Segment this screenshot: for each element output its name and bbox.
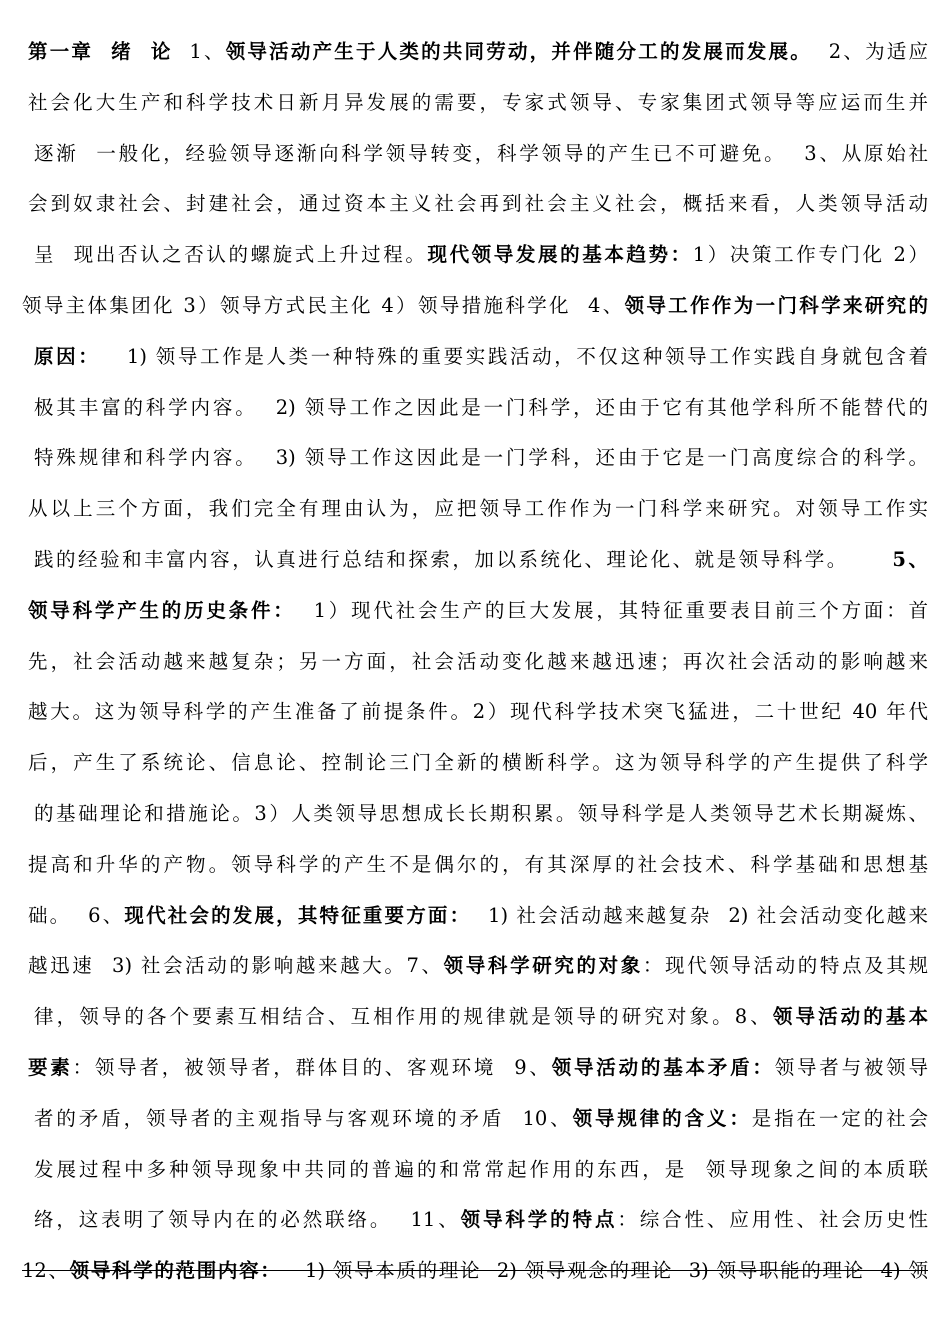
body-text: 1) 社会活动越来越复杂 2) 社会活动变化越来 xyxy=(471,903,928,927)
body-text: 1）现代社会生产的巨大发展，其特征重要表目前三个方面：首 xyxy=(295,598,928,622)
text-line-23 xyxy=(22,1150,928,1190)
body-text: 1、 xyxy=(172,40,226,63)
text-line-10 xyxy=(22,489,928,529)
text-line-9 xyxy=(22,438,928,478)
body-text: 呈 现出否认之否认的螺旋式上升过程。 xyxy=(34,243,428,267)
bottom-rule xyxy=(22,1270,928,1271)
bold-heading-text: 领导规律的含义： xyxy=(572,1106,752,1130)
text-line-25 xyxy=(22,1251,928,1291)
body-text: 2、为适应 xyxy=(811,40,928,63)
body-text: 会到奴隶社会、封建社会，通过资本主义社会再到社会主义社会，概括来看，人类领导活动 xyxy=(28,192,928,216)
body-text: 律，领导的各个要素互相结合、互相作用的规律就是领导的研究对象。8、 xyxy=(34,1005,773,1029)
body-text: 践的经验和丰富内容，认真进行总结和探索，加以系统化、理论化、就是领导科学。 xyxy=(34,548,893,571)
body-text: ：领导者，被领导者，群体目的、客观环境 9、 xyxy=(72,1056,552,1079)
body-text: 提高和升华的产物。领导科学的产生不是偶尔的，有其深厚的社会技术、科学基础和思想基 xyxy=(28,852,928,876)
text-line-7 xyxy=(22,337,928,377)
body-text: 特殊规律和科学内容。 3) 领导工作这因此是一门学科，还由于它是一门高度综合的科学。 xyxy=(34,446,928,470)
text-line-5 xyxy=(22,235,928,275)
text-line-3 xyxy=(22,134,928,174)
bold-heading-text: 要素 xyxy=(28,1056,73,1079)
body-text: 领导主体集团化 3）领导方式民主化 4）领导措施科学化 4、 xyxy=(22,294,625,317)
body-text: 1) 领导工作是人类一种特殊的重要实践活动，不仅这种领导工作实践自身就包含着 xyxy=(100,344,928,368)
bold-heading-text: 领导活动产生于人类的共同劳动，并伴随分工的发展而发展。 xyxy=(225,40,812,63)
text-line-2 xyxy=(22,83,928,123)
body-text: 是指在一定的社会 xyxy=(751,1106,928,1130)
text-line-13 xyxy=(22,642,928,682)
bold-heading-text: 领导科学的特点 xyxy=(460,1208,618,1232)
body-text: ：综合性、应用性、社会历史性 xyxy=(617,1208,928,1232)
text-line-20 xyxy=(22,997,928,1037)
body-text: 1）决策工作专门化 2） xyxy=(692,243,928,267)
bold-heading-text: 第一章 绪 论 xyxy=(28,40,173,63)
body-text: 础。 6、 xyxy=(28,903,125,927)
bold-heading-text: 领导科学研究的对象 xyxy=(443,954,643,978)
text-line-11 xyxy=(22,540,928,580)
body-text: 从以上三个方面，我们完全有理由认为，应把领导工作作为一门科学来研究。对领导工作实 xyxy=(28,497,928,521)
text-line-22 xyxy=(22,1099,928,1139)
text-line-12 xyxy=(22,591,928,631)
text-line-21 xyxy=(22,1048,928,1088)
body-text: 者的矛盾，领导者的主观指导与客观环境的矛盾 10、 xyxy=(34,1106,573,1130)
text-line-6 xyxy=(22,286,928,326)
body-text: 的基础理论和措施论。3）人类领导思想成长长期积累。领导科学是人类领导艺术长期凝炼、 xyxy=(34,802,928,825)
bold-heading-text: 领导科学产生的历史条件： xyxy=(28,598,296,622)
text-line-15 xyxy=(22,743,928,783)
body-text: 络，这表明了领导内在的必然联络。 11、 xyxy=(34,1208,461,1232)
text-line-4 xyxy=(22,184,928,224)
body-text: 越大。这为领导科学的产生准备了前提条件。2）现代科学技术突飞猛进，二十世纪 40 年代 xyxy=(28,700,928,724)
text-line-8 xyxy=(22,388,928,428)
text-line-24 xyxy=(22,1200,928,1240)
text-line-16 xyxy=(22,794,928,834)
bold-heading-text: 领导活动的基本矛盾： xyxy=(551,1056,775,1079)
text-line-19 xyxy=(22,946,928,986)
body-text: 1) 领导本质的理论 2) 领导观念的理论 3) 领导职能的理论 4) 领 xyxy=(281,1259,928,1283)
body-text: ：现代领导活动的特点及其规 xyxy=(642,954,928,978)
bold-heading-text: 领导工作作为一门科学来研究的 xyxy=(624,294,928,317)
body-text: 极其丰富的科学内容。 2) 领导工作之因此是一门科学，还由于它有其他学科所不能替代的 xyxy=(34,395,928,419)
body-text: 逐渐 一般化，经验领导逐渐向科学领导转变，科学领导的产生已不可避免。 3、从原始社 xyxy=(34,141,928,165)
body-text: 发展过程中多种领导现象中共同的普遍的和常常起作用的东西，是 领导现象之间的本质联 xyxy=(34,1157,928,1181)
body-text: 先，社会活动越来越复杂；另一方面，社会活动变化越来越迅速；再次社会活动的影响越来 xyxy=(28,649,928,673)
bold-heading-text: 5、 xyxy=(892,548,928,571)
text-line-17 xyxy=(22,845,928,885)
bold-heading-text: 领导科学的范围内容： xyxy=(69,1259,282,1283)
bold-heading-text: 现代社会的发展，其特征重要方面： xyxy=(124,903,472,927)
text-line-18 xyxy=(22,896,928,936)
bold-heading-text: 领导活动的基本 xyxy=(772,1005,928,1029)
body-text: 领导者与被领导 xyxy=(774,1056,928,1079)
body-text: 12、 xyxy=(22,1259,70,1283)
body-text: 社会化大生产和科学技术日新月异发展的需要，专家式领导、专家集团式领导等应运而生并 xyxy=(28,90,928,114)
bold-heading-text: 现代领导发展的基本趋势： xyxy=(427,243,693,267)
body-text: 越迅速 3) 社会活动的影响越来越大。7、 xyxy=(28,954,444,978)
text-line-1 xyxy=(22,32,928,72)
bold-heading-text: 原因： xyxy=(34,344,101,368)
text-line-14 xyxy=(22,692,928,732)
body-text: 后，产生了系统论、信息论、控制论三门全新的横断科学。这为领导科学的产生提供了科学 xyxy=(28,751,928,775)
